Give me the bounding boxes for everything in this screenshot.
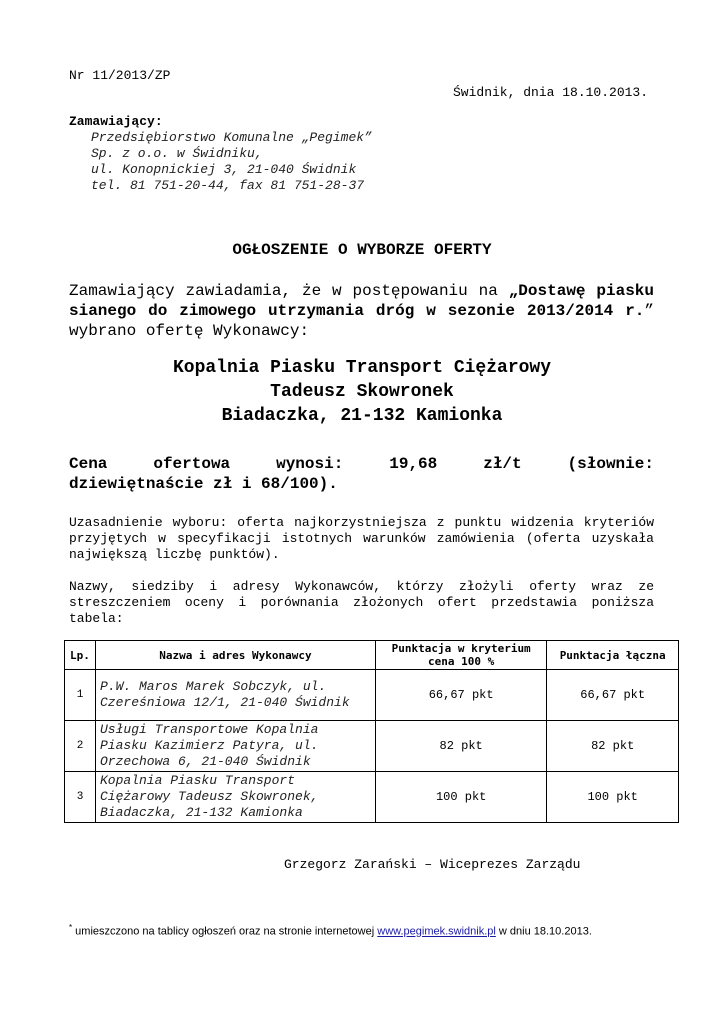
contracting-party-line: tel. 81 751-20-44, fax 81 751-28-37 [91, 178, 365, 193]
winner-line-1: Kopalnia Piasku Transport Ciężarowy [172, 358, 552, 378]
footnote-text-end: w dniu 18.10.2013. [495, 925, 592, 938]
cell-lp: 1 [65, 670, 96, 721]
price-word: (słownie: [567, 455, 654, 473]
table-header-row [65, 641, 679, 670]
document-number: Nr 11/2013/ZP [69, 68, 171, 83]
place-and-date: Świdnik, dnia 18.10.2013. [453, 85, 649, 100]
cell-price-score: 100 pkt [375, 772, 546, 823]
cell-contractor: Usługi Transportowe Kopalnia Piasku Kazimierz Patyra, ul. Orzechowa 6, 21-040 Świdnik [95, 721, 375, 772]
header-price-score: Punktacja w kryterium cena 100 % [375, 641, 546, 670]
price-unit: zł/t [483, 455, 522, 473]
table-intro-paragraph: Nazwy, siedziby i adresy Wykonawców, którzy złożyli oferty wraz ze streszczeniem oceny i porównania złożonych ofert przedstawia poniższa tabela: [69, 579, 654, 626]
header-total-score: Punktacja łączna [547, 641, 679, 670]
cell-price-score: 66,67 pkt [375, 670, 546, 721]
table-row [65, 721, 679, 772]
footnote [69, 921, 659, 939]
price-value: 19,68 [389, 455, 438, 473]
footnote-marker: * [69, 923, 73, 932]
cell-total-score: 100 pkt [547, 772, 679, 823]
offers-table [64, 640, 679, 823]
price-word: ofertowa [153, 455, 231, 473]
contracting-party-line: Sp. z o.o. w Świdniku, [91, 146, 263, 161]
justification-paragraph: Uzasadnienie wyboru: oferta najkorzystniejsza z punktu widzenia kryteriów przyjętych w specyfikacji istotnych warunków zamówienia (oferta uzyskała największą liczbę punktów). [69, 515, 654, 562]
contracting-party-line: Przedsiębiorstwo Komunalne „Pegimek” [91, 130, 372, 145]
cell-contractor: Kopalnia Piasku Transport Ciężarowy Tadeusz Skowronek, Biadaczka, 21-132 Kamionka [95, 772, 375, 823]
header-lp: Lp. [65, 641, 96, 670]
contracting-party-block [69, 114, 372, 194]
offer-price [69, 454, 654, 494]
document-title: OGŁOSZENIE O WYBORZE OFERTY [232, 241, 492, 259]
selected-contractor [0, 356, 724, 428]
cell-lp: 2 [65, 721, 96, 772]
cell-price-score: 82 pkt [375, 721, 546, 772]
price-word: wynosi: [276, 455, 344, 473]
table-row [65, 772, 679, 823]
contracting-party-line: ul. Konopnickiej 3, 21-040 Świdnik [91, 162, 357, 177]
cell-lp: 3 [65, 772, 96, 823]
intro-subject: „Dostawę piasku sianego do zimowego utrzymania dróg w sezonie 2013/2014 r. [69, 282, 654, 320]
contracting-party-label: Zamawiający: [69, 114, 163, 129]
footnote-text: umieszczono na tablicy ogłoszeń oraz na stronie internetowej [72, 925, 378, 938]
cell-total-score: 82 pkt [547, 721, 679, 772]
intro-paragraph [69, 281, 654, 341]
winner-line-3: Biadaczka, 21-132 Kamionka [221, 406, 503, 426]
table-row [65, 670, 679, 721]
signature: Grzegorz Zarański – Wiceprezes Zarządu [284, 857, 581, 872]
winner-line-2: Tadeusz Skowronek [270, 382, 454, 402]
intro-suffix: ” wybrano ofertę Wykonawcy: [69, 302, 654, 340]
intro-prefix: Zamawiający zawiadamia, że w postępowaniu na [69, 282, 509, 300]
cell-contractor: P.W. Maros Marek Sobczyk, ul. Czereśniowa 12/1, 21-040 Świdnik [95, 670, 375, 721]
price-word: Cena [69, 455, 108, 473]
header-contractor: Nazwa i adres Wykonawcy [95, 641, 375, 670]
cell-total-score: 66,67 pkt [547, 670, 679, 721]
price-in-words: dziewiętnaście zł i 68/100). [69, 475, 338, 493]
website-link[interactable]: www.pegimek.swidnik.pl [377, 925, 496, 938]
